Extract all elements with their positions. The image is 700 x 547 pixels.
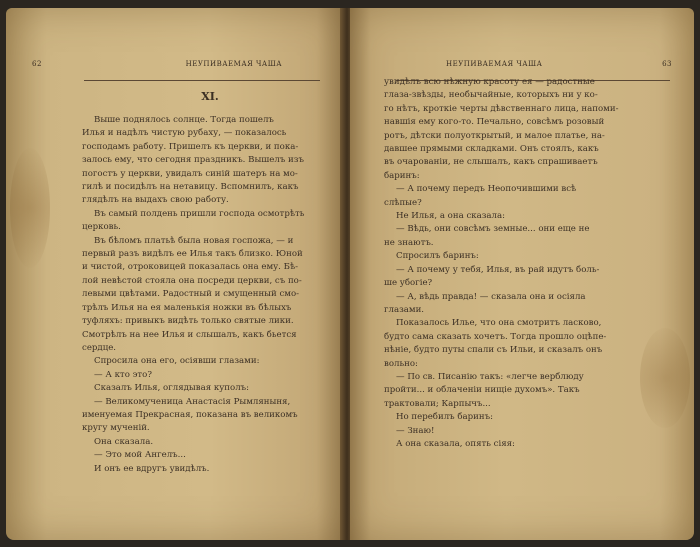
- text-line: и чистой, отроковицей показалась она ему. Бѣ-: [82, 262, 299, 273]
- text-line: — А, вѣдь правда! — сказала она и осіяла: [396, 291, 586, 302]
- text-line: гилѣ и посидѣлъ на нетавицу. Вспомнилъ, какъ: [82, 182, 299, 193]
- text-line: ротъ, дѣтски полуоткрытый, и малое платье, на-: [384, 130, 605, 141]
- text-line: туфляхъ: привыкъ видѣть только святые лики.: [82, 316, 294, 327]
- text-line: пройти... и облаченіи нищіе духомъ». Такъ: [384, 385, 580, 396]
- text-line: будто сама сказать хочетъ. Тогда прошло оцѣпе-: [384, 331, 607, 342]
- text-line: вольно:: [384, 358, 418, 369]
- left-page-header: [32, 60, 322, 68]
- text-line: кругу мученій.: [82, 423, 150, 434]
- text-line: нѣніе, будто путы спали съ Ильи, и сказалъ онъ: [384, 345, 603, 356]
- text-line: господамъ работу. Пришелъ къ церкви, и пока-: [82, 141, 299, 152]
- text-line: церковь.: [82, 222, 121, 233]
- text-line: Но перебилъ баринъ:: [396, 412, 493, 423]
- right-page-text: [384, 76, 648, 451]
- text-line: — По св. Писанію такъ: «легче верблюду: [396, 371, 584, 382]
- text-line: И онъ ее вдругъ увидѣлъ.: [94, 463, 210, 474]
- text-line: Спросила она его, осіявши глазами:: [94, 356, 260, 367]
- text-line: Показалось Илье, что она смотритъ ласково,: [396, 318, 602, 329]
- text-line: — Великомученица Анастасія Рымляныня,: [94, 396, 291, 407]
- page-number: 62: [32, 60, 42, 68]
- text-line: лой невѣстой стояла она посреди церкви, съ по-: [82, 275, 302, 286]
- text-line: трѣлъ Илья на ея маленькія ножки въ бѣлыхъ: [82, 302, 292, 313]
- text-line: — Знаю!: [396, 425, 435, 436]
- text-line: именуемая Прекрасная, показана въ великомъ: [82, 409, 298, 420]
- header-rule: [84, 80, 320, 81]
- text-line: увидѣлъ всю нѣжную красоту ея — радостные: [384, 77, 595, 87]
- page-number: 63: [662, 60, 672, 68]
- text-line: навшія ему кого-то. Печально, совсѣмъ розовый: [384, 117, 605, 128]
- running-title: НЕУПИВАЕМАЯ ЧАША: [446, 60, 543, 68]
- text-line: — А почему у тебя, Илья, въ рай идутъ боль-: [396, 264, 600, 275]
- text-line: не знаютъ.: [384, 237, 434, 248]
- text-line: баринъ:: [384, 170, 420, 181]
- text-line: Въ бѣломъ платьѣ была новая госпожа, — и: [94, 235, 294, 246]
- text-line: залось ему, что сегодня праздникъ. Вышелъ изъ: [82, 155, 304, 166]
- text-line: давшее прямыми складками. Онъ стоялъ, какъ: [384, 144, 599, 155]
- text-line: трактовали; Карпычъ...: [384, 398, 491, 409]
- text-line: — Это мой Ангелъ...: [94, 450, 186, 461]
- running-title: НЕУПИВАЕМАЯ ЧАША: [185, 60, 282, 68]
- left-page-text: [82, 114, 320, 476]
- left-page: [6, 8, 344, 540]
- text-line: глядѣлъ на выдахъ свою работу.: [82, 195, 229, 206]
- text-line: Она сказала.: [94, 436, 154, 447]
- text-line: Спросилъ баринъ:: [396, 251, 479, 262]
- text-line: слѣпые?: [384, 197, 422, 208]
- text-line: первый разъ видѣлъ ее Илья такъ близко. Юной: [82, 249, 303, 260]
- text-line: Смотрѣлъ на нее Илья и слышалъ, какъ бьется: [82, 329, 297, 340]
- text-line: го нѣтъ, кроткіе черты дѣвственнаго лица, напоми-: [384, 103, 619, 114]
- text-line: Выше поднялось солнце. Тогда пошелъ: [94, 115, 274, 125]
- right-page-header: [376, 60, 672, 68]
- text-line: въ очарованіи, не слышалъ, какъ спрашиваетъ: [384, 157, 598, 168]
- chapter-heading: XI.: [201, 90, 219, 103]
- text-line: сердце.: [82, 342, 117, 353]
- text-line: А она сказала, опять сіяя:: [396, 438, 515, 449]
- text-line: глазами.: [384, 304, 425, 315]
- text-line: Сказалъ Илья, оглядывая куполъ:: [94, 383, 250, 394]
- text-line: Илья и надѣлъ чистую рубаху, — показалось: [82, 128, 287, 139]
- text-line: левыми цвѣтами. Радостный и смущенный смо-: [82, 289, 300, 300]
- text-line: глаза-звѣзды, необычайные, которыхъ ни у ко-: [384, 90, 598, 101]
- text-line: — А кто это?: [94, 369, 152, 380]
- text-line: ше убогіе?: [384, 278, 433, 289]
- age-stain: [10, 148, 50, 268]
- text-line: Въ самый полдень пришли господа осмотрѣть: [94, 208, 305, 219]
- right-page: [350, 8, 694, 540]
- text-line: — Вѣдь, они совсѣмъ земные... они еще не: [396, 224, 590, 235]
- text-line: Не Илья, а она сказала:: [396, 211, 506, 222]
- text-line: погостъ у церкви, увидалъ синій шатеръ на мо-: [82, 168, 298, 179]
- text-line: — А почему передъ Неопочившими всѣ: [396, 184, 577, 195]
